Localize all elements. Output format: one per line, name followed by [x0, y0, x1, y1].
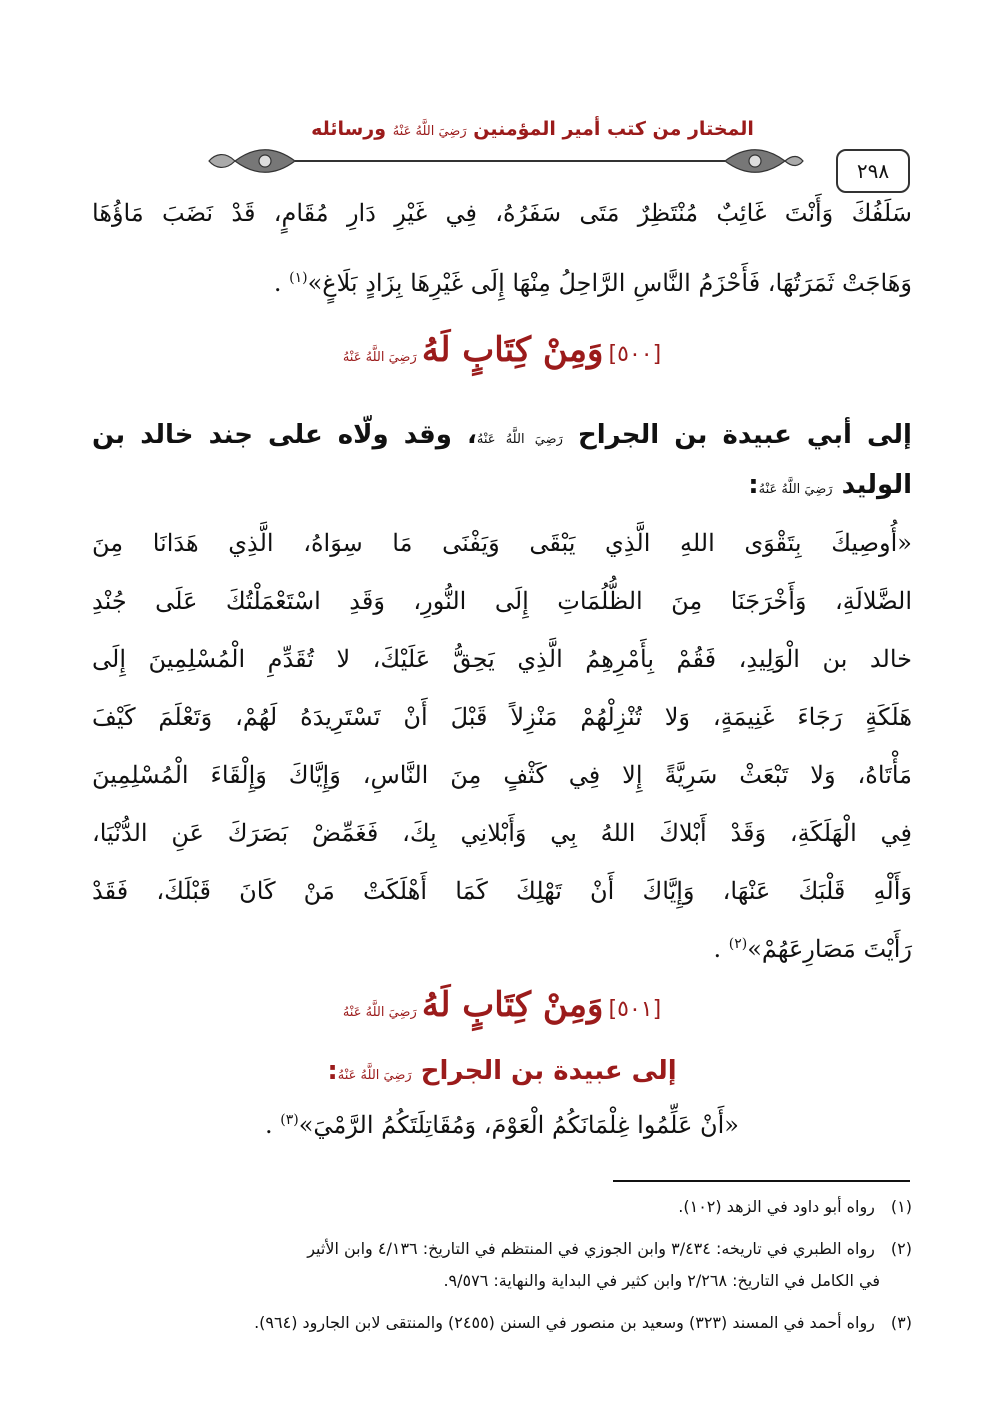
footnote-rule	[613, 1180, 910, 1182]
footnote-3-text: رواه أحمد في المسند (٣٢٣) وسعيد بن منصور في السنن (٢٤٥٥) والمنتقى لابن الجارود (٩٦٤).	[254, 1313, 875, 1332]
section-500-context-line-2	[92, 462, 912, 513]
section-501-recipient-text: إلى عبيدة بن الجراح	[420, 1056, 677, 1086]
footnote-3-number: (٣)	[890, 1313, 912, 1332]
section-500-line-2: الضَّلالَةِ، وَأَخْرَجَنَا مِنَ الظُّلُمَاتِ إِلَى النُّورِ، وَقَدِ اسْتَعْمَلْتُكَ عَلَى جُنْدِ	[92, 587, 912, 615]
context-text: ، وقد ولّاه على جند خالد بن	[92, 420, 477, 450]
footnote-2-number: (٢)	[890, 1239, 912, 1258]
section-501-heading	[0, 985, 1004, 1025]
header-ornament-icon	[205, 146, 805, 176]
footnote-2-continued	[60, 1266, 880, 1296]
footnote-2	[92, 1234, 912, 1264]
footnote-1-number: (١)	[890, 1197, 912, 1216]
running-header	[205, 118, 895, 176]
section-500-line-5: مَأْتَاهُ، وَلا تَبْعَثْ سَرِيَّةً إِلا فِي كَثْفٍ مِنَ النَّاسِ، وَإِيَّاكَ وَإِلْقَاءَ الْمُسْلِمِينَ	[92, 761, 913, 789]
section-500-title: وَمِنْ كِتَابٍ لَهُ	[421, 330, 604, 370]
section-500-line-1: «أُوصِيكَ بِتَقْوَى اللهِ الَّذِي يَبْقَى وَيَفْنَى مَا سِوَاهُ، الَّذِي هَدَانَا مِنَ	[92, 529, 912, 557]
section-500-end: .	[713, 935, 722, 963]
section-501-honorific: رَضِيَ اللَّهُ عَنْهُ	[342, 1005, 417, 1020]
context-honorific-1: رَضِيَ اللَّهُ عَنْهُ	[476, 432, 563, 447]
header-title	[265, 118, 800, 140]
section-501-recipient-honorific: رَضِيَ اللَّهُ عَنْهُ	[337, 1068, 412, 1083]
section-500-line-7: وَأَلْهِ قَلْبَكَ عَنْهَا، وَإِيَّاكَ أَنْ تَهْلِكَ كَمَا أَهْلَكَتْ مَنْ كَانَ قَبْلَكَ، فَقَدْ	[92, 877, 912, 905]
header-title-suffix: ورسائله	[311, 118, 387, 140]
section-501-number: [٥٠١]	[608, 997, 662, 1022]
intro-end: .	[273, 269, 282, 297]
section-500-line-4: هَلَكَةٍ رَجَاءَ غَنِيمَةٍ، وَلا تُنْزِلْهُمْ مَنْزِلاً قَبْلَ أَنْ تَسْتَرِيدَهُ لَهُمْ، وَتَعْلَمَ كَيْفَ	[92, 703, 913, 731]
section-500-line-8-text: رَأَيْتَ مَصَارِعَهُمْ»	[747, 935, 912, 963]
section-500-honorific: رَضِيَ اللَّهُ عَنْهُ	[342, 350, 417, 365]
intro-line-1: سَلَفُكَ وَأَنْتَ غَائِبٌ مُنْتَظِرٌ مَتَى سَفَرُهُ، فِي غَيْرِ دَارِ مُقَامٍ، قَدْ نَضَبَ مَاؤُهَا	[92, 199, 912, 227]
footnote-1	[92, 1192, 912, 1222]
section-501-recipient-end: :	[327, 1056, 338, 1086]
footnote-ref-3: (٣)	[280, 1112, 299, 1128]
footnote-3	[92, 1308, 912, 1338]
footnote-2-text-2: في الكامل في التاريخ: ٢/٢٦٨ وابن كثير في البداية والنهاية: ٩/٥٧٦.	[443, 1271, 880, 1290]
section-500-heading	[0, 330, 1004, 370]
section-501-text-body: «أَنْ عَلِّمُوا غِلْمَانَكُمُ الْعَوْمَ، وَمُقَاتِلَتَكُمُ الرَّمْيَ»	[298, 1111, 739, 1139]
header-honorific: رَضِيَ اللَّهُ عَنْهُ	[392, 124, 467, 139]
section-501-title: وَمِنْ كِتَابٍ لَهُ	[421, 985, 604, 1025]
intro-line-2-text: وَهَاجَتْ ثَمَرَتُهَا، فَأَحْزَمُ النَّاسِ الرَّاحِلُ مِنْهَا إِلَى غَيْرِهَا بِزَادٍ بَلَاغٍ»	[307, 269, 912, 297]
section-501-recipient	[0, 1056, 1004, 1086]
footnote-ref-2: (٢)	[728, 936, 748, 952]
footnote-ref-1: (١)	[289, 270, 308, 286]
section-500-number: [٥٠٠]	[608, 342, 662, 367]
section-500-line-8	[92, 926, 912, 972]
header-title-text: المختار من كتب أمير المؤمنين	[473, 118, 754, 140]
section-500-line-6: فِي الْهَلَكَةِ، وَقَدْ أَبْلاكَ اللهُ بِي وَأَبْلانِي بِكَ، فَغَمِّضْ بَصَرَكَ عَنِ الدُّنْيَا،	[92, 819, 912, 847]
intro-line-2	[92, 260, 912, 306]
context-honorific-2: رَضِيَ اللَّهُ عَنْهُ	[758, 482, 833, 497]
footnote-2-text-1: رواه الطبري في تاريخه: ٣/٤٣٤ وابن الجوزي في المنتظم في التاريخ: ٤/١٣٦ وابن الأثير	[307, 1239, 875, 1258]
context-recipient: إلى أبي عبيدة بن الجراح	[577, 420, 912, 450]
page-number	[836, 149, 910, 193]
footnote-1-text: رواه أبو داود في الزهد (١٠٢).	[678, 1197, 875, 1216]
section-500-line-3: خالد بن الْوَلِيدِ، فَقُمْ بِأَمْرِهِمُ الَّذِي يَحِقُّ عَلَيْكَ، لا تُقَدِّمِ الْمُسْلِمِينَ إِلَى	[92, 645, 912, 673]
page-number-text: ٢٩٨	[856, 159, 890, 183]
section-500-context-line-1	[92, 412, 912, 463]
section-501-end: .	[265, 1111, 273, 1139]
section-501-text	[0, 1102, 1004, 1148]
context-end: :	[748, 470, 759, 500]
context-name: الوليد	[841, 470, 912, 500]
